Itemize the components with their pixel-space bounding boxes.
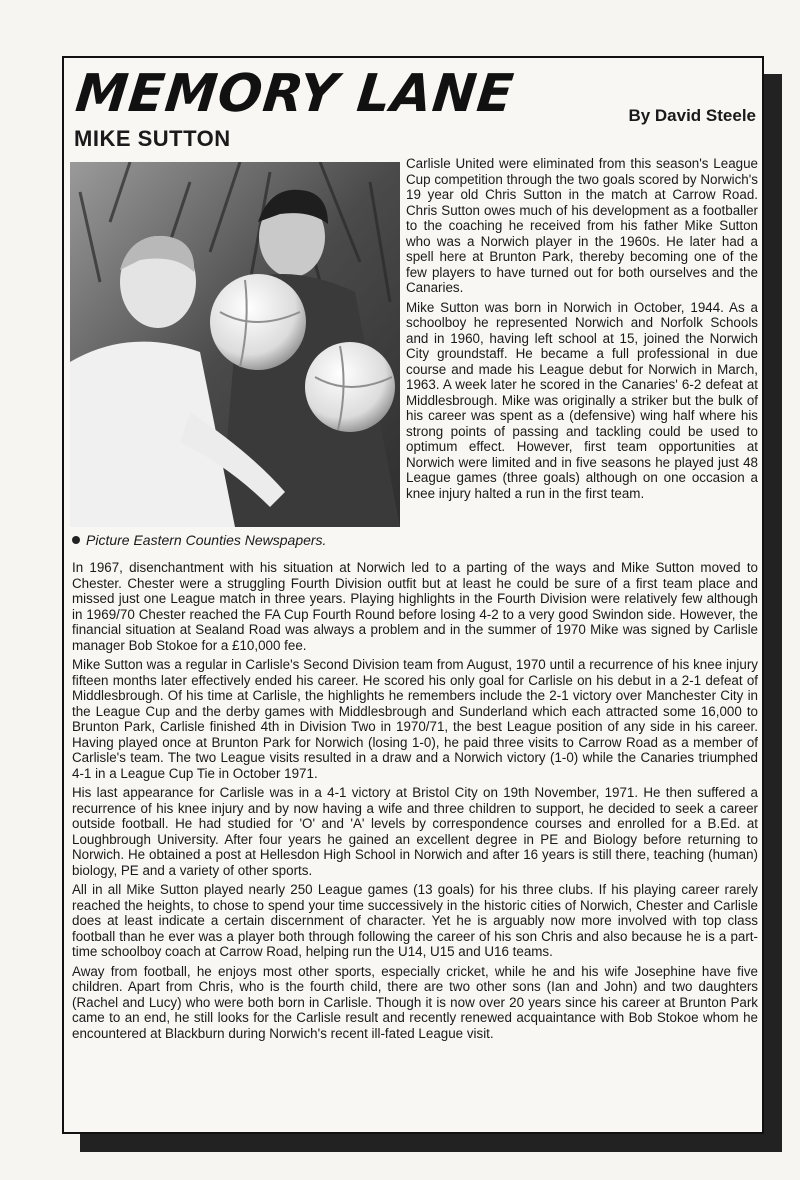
article-title: MEMORY LANE xyxy=(72,64,517,124)
bullet-icon xyxy=(72,536,80,544)
article-subtitle: MIKE SUTTON xyxy=(74,126,231,151)
byline: By David Steele xyxy=(628,106,756,125)
article-photo xyxy=(70,162,400,527)
column-text xyxy=(406,156,758,505)
paragraph: Carlisle United were eliminated from this season's League Cup competition through the two goals scored by Norwich's 19 year old Chris Sutton in the match at Carrow Road. Chris Sutton owes much of his development as a footballer to the coaching he received from his father Mike Sutton who was a Norwich player in the 1960s. He later had a spell here at Brunton Park, thereby becoming one of the few players to have turned out for both ourselves and the Canaries. xyxy=(406,156,758,295)
photo-caption xyxy=(72,532,326,548)
full-width-text xyxy=(72,560,758,1045)
photo-illustration xyxy=(70,162,400,527)
paragraph: Away from football, he enjoys most other sports, especially cricket, while he and his wife Josephine have five children. Apart from Chris, who is the fourth child, there are two other sons (Ian and John) and two daughters (Rachel and Lucy) who were both born in Carlisle. Though it is now over 20 years since his career at Brunton Park came to an end, he still looks for the Carlisle result and recently renewed acquaintance with Bob Stokoe whom he encountered at Blackburn during Norwich's recent ill-fated League visit. xyxy=(72,963,758,1041)
photo-caption-text: Picture Eastern Counties Newspapers. xyxy=(86,532,327,548)
article-box xyxy=(62,56,764,1134)
paragraph: In 1967, disenchantment with his situation at Norwich led to a parting of the ways and Mike Sutton moved to Chester. Chester were a struggling Fourth Division outfit but at least he could be sure of a first team place and missed just one League match in three years. Playing highlights in the Fourth Division were relatively few although in 1969/70 Chester reached the FA Cup Fourth Round before losing 4-2 to a very good Swindon side. However, the financial situation at Sealand Road was always a problem and in the summer of 1970 Mike was signed by Carlisle manager Bob Stokoe for a £10,000 fee. xyxy=(72,560,758,653)
paragraph: His last appearance for Carlisle was in a 4-1 victory at Bristol City on 19th November, 1971. He then suffered a recurrence of his knee injury and by now having a wife and three children to support, he decided to seek a career outside football. He had studied for 'O' and 'A' levels by correspondence courses and enrolled for a B.Ed. at Loughbrough University. After four years he gained an excellent degree in PE and Biology before returning to Norwich. He obtained a post at Hellesdon High School in Norwich and after 16 years is still there, teaching (human) biology, PE and a variety of other sports. xyxy=(72,785,758,878)
paragraph: Mike Sutton was born in Norwich in October, 1944. As a schoolboy he represented Norwich and Norfolk Schools and in 1960, having left school at 15, joined the Norwich City groundstaff. He became a full professional in due course and made his League debut for Norwich in March, 1963. A week later he scored in the Canaries' 6-2 defeat at Middlesbrough. Mike was originally a striker but the bulk of his career was spent as a (defensive) wing half where his strong points of passing and tackling could be used to optimum effect. However, first team opportunities at Norwich were limited and in five seasons he played just 48 League games (three goals) although on one occasion a knee injury halted a run in the first team. xyxy=(406,299,758,501)
paragraph: All in all Mike Sutton played nearly 250 League games (13 goals) for his three clubs. If his playing career rarely reached the heights, to chose to spend your time successively in the historic cities of Norwich, Chester and Carlisle does at least indicate a certain discernment of character. Yet he is arguably now more involved with top class football than he ever was a player both through following the career of his son Chris and also because he is a part-time schoolboy coach at Carrow Road, helping run the U14, U15 and U16 teams. xyxy=(72,882,758,959)
paragraph: Mike Sutton was a regular in Carlisle's Second Division team from August, 1970 until a recurrence of his knee injury fifteen months later effectively ended his career. He scored his only goal for Carlisle on his debut in a 2-1 defeat of Middlesbrough. Of his time at Carlisle, the highlights he remembers include the 2-1 victory over Manchester City in the League Cup and the derby games with Middlesbrough and Sunderland which each attracted some 16,000 to Brunton Park, Carlisle finished 4th in Division Two in 1970/71, the best League position of any side in his career. Having played once at Brunton Park for Norwich (losing 1-0), he paid three visits to Carrow Road as a member of Carlisle's team. The two League visits resulted in a draw and a Norwich victory (1-0) while the Canaries triumphed 4-1 in a League Cup Tie in October 1971. xyxy=(72,657,758,781)
